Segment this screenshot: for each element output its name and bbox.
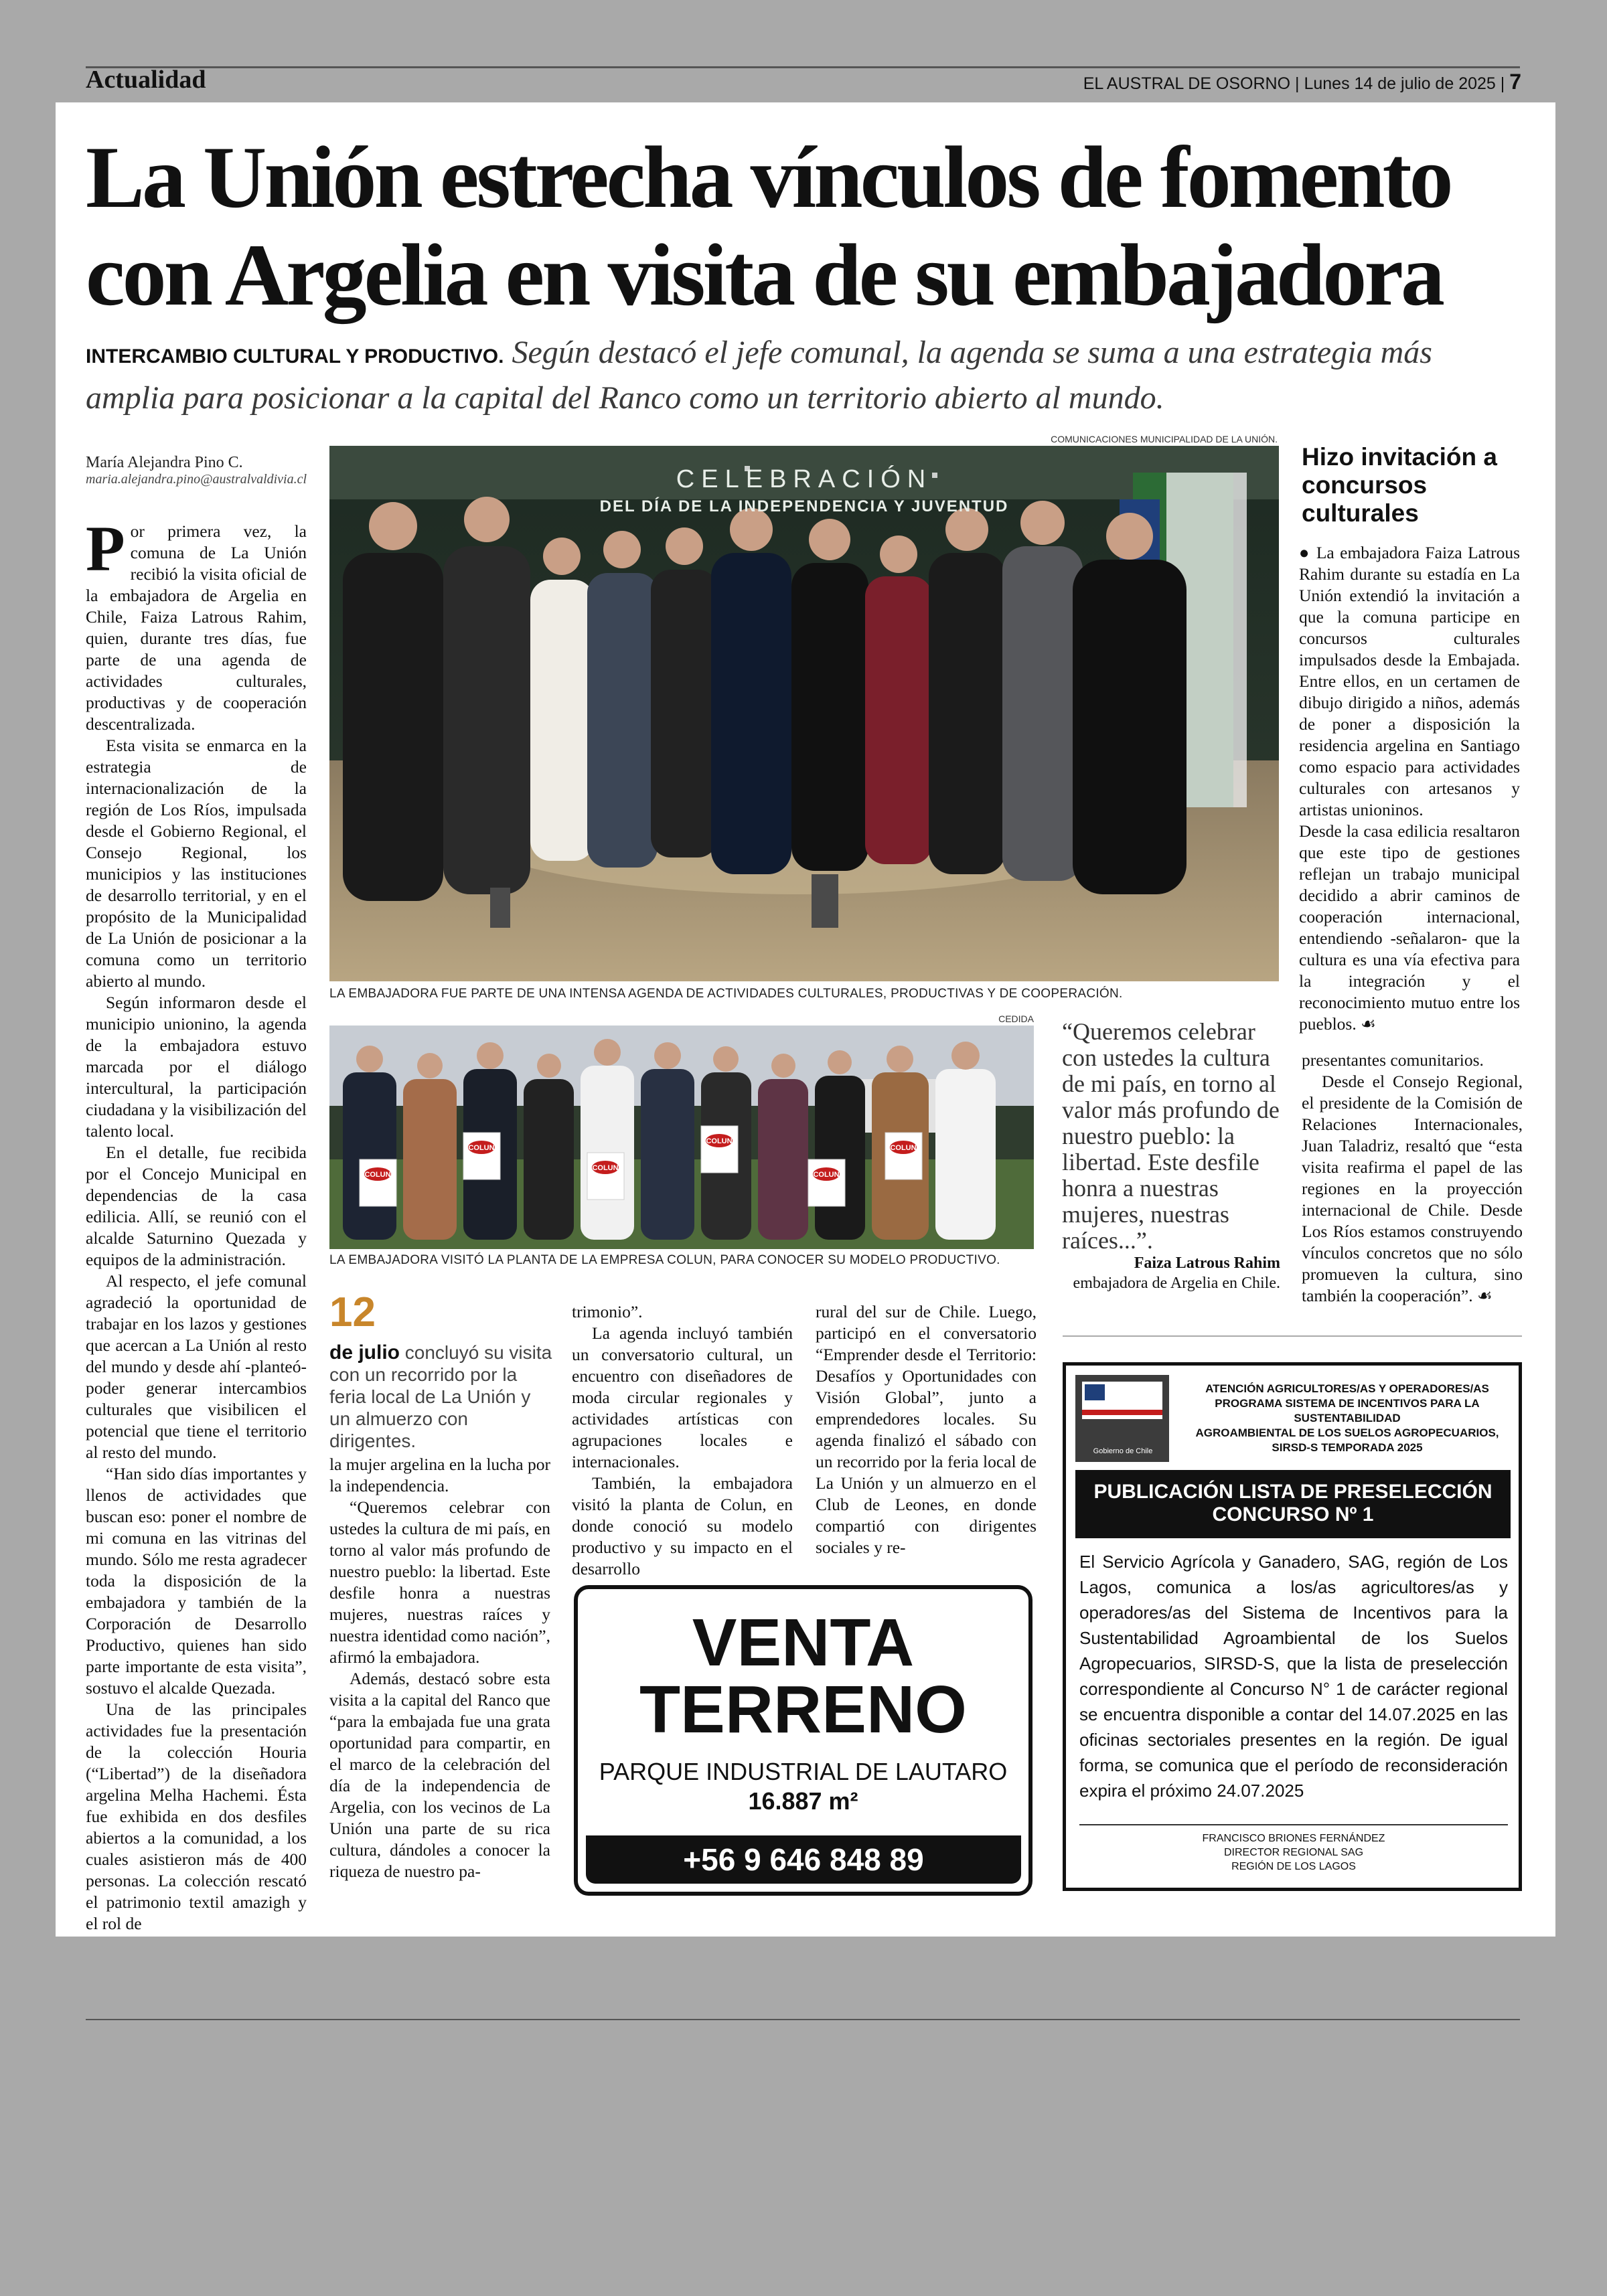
second-photo	[329, 1026, 1034, 1249]
folio-paper: EL AUSTRAL DE OSORNO	[1083, 74, 1291, 93]
paragraph: “Han sido días importantes y llenos de actividades que buscan eso: poner el nombre de mi comuna en las vitrinas del mundo. Sólo me resta agradecer toda la disposición de la embajadora y también de la Corporación de Desarrollo Productivo, quienes han sido parte importante de esta visita”, sostuvo el alcalde Quezada.	[86, 1464, 307, 1698]
headline: La Unión estrecha vínculos de fomento con Argelia en visita de su embajadora	[86, 128, 1451, 324]
paragraph: En el detalle, fue recibida por el Concejo Municipal en dependencias de la casa edilicia. Allí, se reunió con el alcalde Saturnino Quezada y equipos de la administración.	[86, 1143, 307, 1269]
author-name: María Alejandra Pino C.	[86, 454, 243, 471]
highlight-description: concluyó su visita con un recorrido por la feria local de La Unión y un almuerzo con dirigentes.	[329, 1342, 552, 1451]
ad-location: PARQUE INDUSTRIAL DE LAUTARO	[599, 1758, 1008, 1785]
land-sale-ad	[574, 1585, 1032, 1896]
group-photo-illustration	[329, 446, 1279, 981]
notice-signature: FRANCISCO BRIONES FERNÁNDEZ DIRECTOR REGIONAL SAG REGIÓN DE LOS LAGOS	[1202, 1833, 1385, 1872]
bottom-rule	[86, 2019, 1520, 2020]
notice-divider	[1063, 1335, 1522, 1337]
end-mark-icon: ☙	[1361, 1014, 1376, 1034]
bag-label: COLUN	[706, 1137, 733, 1145]
bag-label: COLUN	[468, 1144, 495, 1152]
bag-label: COLUN	[592, 1164, 619, 1172]
highlight-text	[329, 1341, 554, 1452]
quote-attribution	[1045, 1253, 1280, 1293]
page-folio: EL AUSTRAL DE OSORNO | Lunes 14 de julio de 2025 | 7	[1083, 70, 1521, 94]
quote-role: embajadora de Argelia en Chile.	[1073, 1275, 1280, 1292]
ad-phone: +56 9 646 848 89	[586, 1835, 1021, 1884]
article-column-1	[86, 513, 307, 1935]
ad-size: 16.887 m²	[748, 1787, 858, 1815]
paragraph: Al respecto, el jefe comunal agradeció la oportunidad de trabajar en los lazos y gestiones que acercan a La Unión al resto del mundo y desde ahí -planteó- poder generar intercambios culturales que visibilicen el potencial que tiene el territorio al resto del mundo.	[86, 1271, 307, 1462]
notice-rule	[1079, 1824, 1508, 1825]
sidebar-text	[1299, 542, 1520, 1035]
deck	[86, 332, 1525, 419]
pull-quote: “Queremos celebrar con ustedes la cultura de mi país, en torno al valor más profundo de nuestro pueblo: la libertad. Este desfile honra a nuestras mujeres, nuestras raíces...”.	[1062, 1018, 1280, 1254]
notice-title-bar: PUBLICACIÓN LISTA DE PRESELECCIÓN CONCURSO Nº 1	[1075, 1470, 1511, 1538]
sidebar-title: Hizo invitación a concursos culturales	[1302, 443, 1497, 527]
bag-label: COLUN	[813, 1171, 840, 1179]
paragraph: Según informaron desde el municipio unionino, la agenda de la embajadora estuvo marcada por el diálogo intercultural, la participación ciudadana y la visibilización del talento local.	[86, 993, 307, 1141]
photo-caption: LA EMBAJADORA FUE PARTE DE UNA INTENSA AGENDA DE ACTIVIDADES CULTURALES, PRODUCTIVAS Y DE COOPERACIÓN.	[329, 987, 1123, 1001]
sag-notice	[1063, 1362, 1522, 1891]
end-mark-icon: ☙	[1476, 1286, 1493, 1305]
article-column-2	[329, 1454, 550, 1882]
author-email: maria.alejandra.pino@australvaldivia.cl	[86, 472, 307, 487]
paragraph: ● La embajadora Faiza Latrous Rahim durante su estadía en La Unión extendió la invitación a que la comuna participe en concursos culturales impulsados desde la Embajada. Entre ellos, en un certamen de dibujo dirigido a niños, además de poner a disposición la residencia argelina en Santiago como espacio para actividades culturales con artesanos y artistas unioninos.	[1299, 543, 1520, 819]
paragraph: La agenda incluyó también un conversatorio cultural, un encuentro con diseñadores de moda circular regionales y actividades artísticas con agrupaciones locales e internacionales.	[572, 1323, 793, 1471]
paragraph: trimonio”.	[572, 1302, 643, 1321]
article-column-3	[572, 1301, 793, 1580]
quote-author: Faiza Latrous Rahim	[1134, 1254, 1280, 1272]
paragraph: Por primera vez, la comuna de La Unión recibió la visita oficial de la embajadora de Argelia en Chile, Faiza Latrous Rahim, quien, durante tres días, fue parte de una agenda de actividades culturales, productivas y de cooperación descentralizada.	[86, 513, 307, 734]
colun-visit-illustration	[329, 1026, 1034, 1249]
paragraph: presentantes comunitarios.	[1302, 1050, 1484, 1070]
notice-heading: ATENCIÓN AGRICULTORES/AS Y OPERADORES/AS PROGRAMA SISTEMA DE INCENTIVOS PARA LA SUSTENTABILIDAD AGROAMBIENTAL DE LOS SUELOS AGROPECUARIOS, SIRSD-S TEMPORADA 2025	[1195, 1382, 1499, 1454]
byline	[86, 454, 313, 487]
paragraph: “Queremos celebrar con ustedes la cultura de mi país, en torno al valor más profundo de nuestro pueblo: la libertad. Este desfile honra a nuestras mujeres, nuestras raíces y nuestra identidad como nación”, afirmó la embajadora.	[329, 1497, 550, 1667]
main-photo	[329, 446, 1279, 981]
photo-credit: COMUNICACIONES MUNICIPALIDAD DE LA UNIÓN.	[1051, 434, 1278, 444]
bullet-icon: ●	[1299, 543, 1316, 562]
government-logo: Gobierno de Chile	[1075, 1375, 1169, 1462]
header-rule	[86, 66, 1520, 68]
paragraph: Desde el Consejo Regional, el presidente de la Comisión de Relaciones Internacionales, Juan Taladriz, resaltó que “esta visita reafirma el papel de las regiones en la proyección internacional de Chile. Desde Los Ríos estamos construyendo vínculos concretos que no sólo promueven la cultura, sino también la cooperación”. ☙	[1302, 1072, 1523, 1305]
deck-text: Según destacó el jefe comunal, la agenda se suma a una estrategia más amplia para posicionar a la capital del Ranco como un territorio abierto al mundo.	[86, 335, 1432, 416]
notice-body: El Servicio Agrícola y Ganadero, SAG, región de Los Lagos, comunica a los/as agricultores/as y operadores/as del Sistema de Incentivos para la Sustentabilidad Agroambiental de los Suelos Agropecuarios, SIRSD-S, que la lista de preselección correspondiente al Concurso N° 1 de carácter regional se encuentra disponible a contar del 14.07.2025 en las oficinas sectoriales presentes en la región. De igual forma, se comunica que el período de reconsideración expira el próximo 24.07.2025	[1079, 1552, 1508, 1801]
folio-date: Lunes 14 de julio de 2025	[1304, 74, 1496, 93]
paragraph: Además, destacó sobre esta visita a la capital del Ranco que “para la embajada fue una grata oportunidad para compartir, en el marco de la celebración del día de la independencia de Argelia, con los vecinos de La Unión una parte de su rica cultura, dándoles a conocer la riqueza de nuestro pa-	[329, 1669, 550, 1881]
paragraph: rural del sur de Chile. Luego, participó en el conversatorio “Emprender desde el Territorio: Desafíos y Oportunidades con Visión Global”, junto a emprendedores locales. Su agenda finalizó el sábado con un recorrido por la feria local de La Unión y un almuerzo en el Club de Leones, en donde compartió con dirigentes sociales y re-	[816, 1302, 1037, 1557]
bag-label: COLUN	[364, 1171, 391, 1179]
paragraph: También, la embajadora visitó la planta de Colun, en donde conoció su modelo productivo y su impacto en el desarrollo	[572, 1473, 793, 1578]
photo-caption: LA EMBAJADORA VISITÓ LA PLANTA DE LA EMPRESA COLUN, PARA CONOCER SU MODELO PRODUCTIVO.	[329, 1253, 1000, 1267]
bag-label: COLUN	[890, 1144, 917, 1152]
dropcap: P	[86, 513, 125, 584]
article-column-4	[816, 1301, 1037, 1558]
paragraph: Esta visita se enmarca en la estrategia de internacionalización de la región de Los Ríos, impulsada desde el Gobierno Regional, el Consejo Regional, los municipios y las instituciones de desarrollo territorial, y en el propósito de la Municipalidad de La Unión de posicionar a la comuna como un territorio abierto al mundo.	[86, 736, 307, 991]
folio-page: 7	[1509, 70, 1521, 94]
paragraph: Una de las principales actividades fue la presentación de la colección Houria (“Libertad”) de la diseñadora argelina Melha Hachemi. Ésta fue exhibida en dos desfiles abiertos a la comunidad, a los cuales asistieron más de 400 personas. La colección rescató el patrimonio textil amazigh y el rol de	[86, 1700, 307, 1933]
paragraph: Desde la casa edilicia resaltaron que este tipo de gestiones reflejan un trabajo municipal decidido a abrir caminos de cooperación internacional, entendiendo -señalaron- que la cultura es una vía efectiva para la integración y el reconocimiento mutuo entre los pueblos. ☙	[1299, 821, 1520, 1034]
highlight-number: 12	[329, 1289, 376, 1335]
kicker: INTERCAMBIO CULTURAL Y PRODUCTIVO.	[86, 345, 504, 367]
section-label: Actualidad	[86, 66, 206, 94]
article-column-right	[1302, 1050, 1523, 1307]
paragraph: la mujer argelina en la lucha por la independencia.	[329, 1455, 550, 1495]
banner-subtitle: DEL DÍA DE LA INDEPENDENCIA Y JUVENTUD	[599, 497, 1009, 515]
ad-title: VENTA TERRENO	[639, 1605, 967, 1747]
highlight-label: de julio	[329, 1341, 400, 1364]
banner-title: CELEBRACIÓN	[676, 465, 933, 493]
photo-credit: CEDIDA	[998, 1013, 1034, 1024]
